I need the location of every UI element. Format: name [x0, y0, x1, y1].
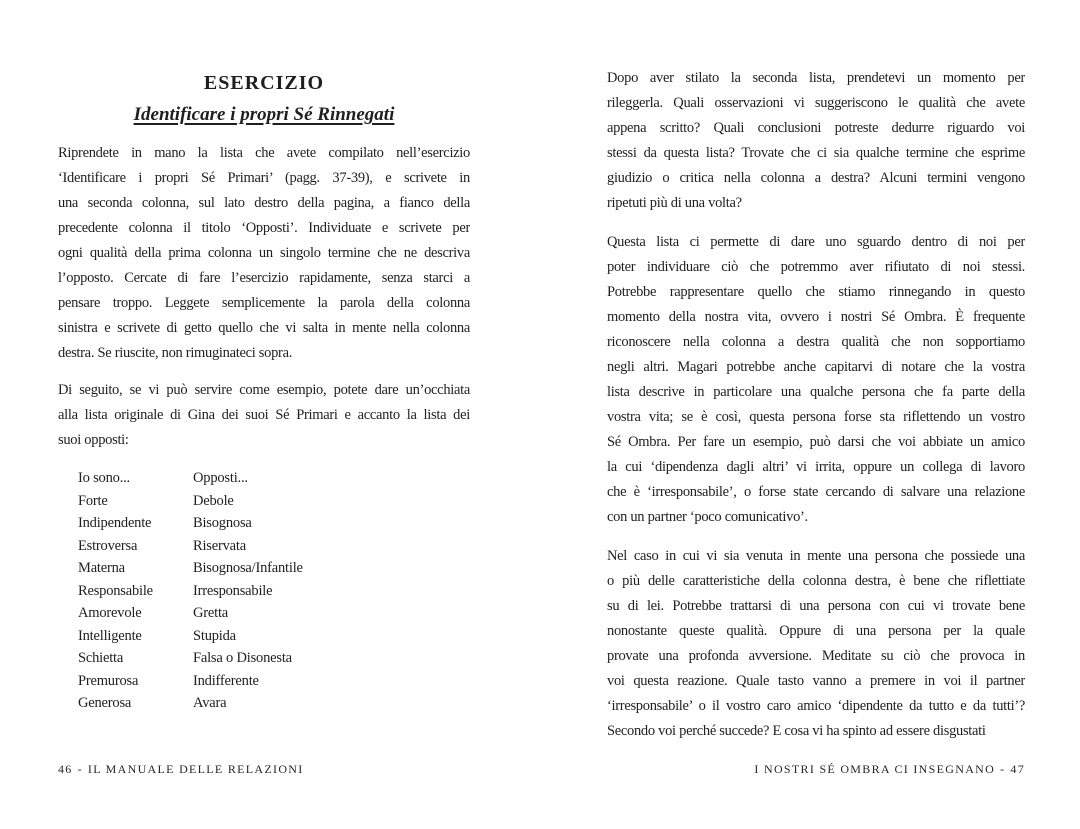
text-line: Dopo aver stilato la seconda lista, prendetevi un momento per	[607, 70, 1025, 86]
text-line: Sé Ombra. Per fare un esempio, può darsi che voi abbiate un amico	[607, 434, 1025, 450]
text-line: giudizio o critica nella colonna a destra? Alcuni termini vengono	[607, 170, 1025, 186]
list-row	[78, 580, 470, 603]
text-line: vostra vita; se è così, questa persona forse sta riflettendo un vostro	[607, 409, 1025, 425]
text-line: Nel caso in cui vi sia venuta in mente una persona che possiede una	[607, 548, 1025, 564]
text-line: lista descrive in particolare una qualche persona che fa parte della	[607, 384, 1025, 400]
list-cell: Riservata	[193, 537, 246, 554]
text-line: Di seguito, se vi può servire come esempio, potete dare un’occhiata	[58, 382, 470, 398]
text-line: la cui ‘dipendenza dagli altri’ vi irrita, oppure un collega di lavoro	[607, 459, 1025, 475]
list-cell: Debole	[193, 492, 234, 509]
text-line: ogni qualità della prima colonna un singolo termine che ne descriva	[58, 245, 470, 261]
list-cell: Irresponsabile	[193, 582, 273, 599]
list-cell: Io sono...	[78, 470, 130, 486]
text-line: Riprendete in mano la lista che avete compilato nell’esercizio	[58, 145, 470, 161]
text-line: l’opposto. Cercate di fare l’esercizio rapidamente, senza starci a	[58, 270, 470, 286]
right-paragraph-2	[607, 230, 1025, 530]
right-page	[607, 0, 1025, 744]
text-line: su di lei. Potrebbe trattarsi di una persona con cui vi trovate bene	[607, 598, 1025, 614]
right-page-footer	[754, 762, 1025, 777]
text-line: sinistra e scrivete di getto quello che vi salta in mente nella colonna	[58, 320, 470, 336]
text-line: o più delle caratteristiche della colonna destra, è bene che riflettiate	[607, 573, 1025, 589]
list-cell: Avara	[193, 695, 227, 711]
list-row	[78, 467, 470, 490]
list-row	[78, 625, 470, 648]
exercise-title: ESERCIZIO	[203, 72, 325, 94]
exercise-subtitle: Identificare i propri Sé Rinnegati	[133, 104, 395, 125]
text-line: provate una profonda avversione. Meditate su ciò che provoca in	[607, 648, 1025, 664]
list-cell: Forte	[78, 492, 108, 509]
list-row	[78, 602, 470, 625]
list-cell: Falsa o Disonesta	[193, 650, 292, 666]
text-line: Secondo voi perché succede? E cosa vi ha spinto ad essere disgustati	[607, 723, 986, 739]
text-line: rileggerla. Quali osservazioni vi suggeriscono le qualità che avete	[607, 95, 1025, 111]
list-row	[78, 512, 470, 535]
text-line: destra. Se riuscite, non rimuginateci sopra.	[58, 345, 293, 361]
list-cell: Premurosa	[78, 672, 139, 689]
text-line: una seconda colonna, sul lato destro della pagina, a fianco della	[58, 195, 470, 211]
left-paragraph-1	[58, 141, 470, 366]
right-paragraph-3	[607, 544, 1025, 744]
text-line: pensare troppo. Leggete semplicemente la parola della colonna	[58, 295, 470, 311]
footer-separator: -	[77, 762, 83, 776]
text-line: ‘Identificare i propri Sé Primari’ (pagg. 37-39), e scrivete in	[58, 170, 470, 186]
left-paragraph-2	[58, 378, 470, 453]
left-page	[58, 0, 470, 715]
list-cell: Intelligente	[78, 627, 142, 644]
book-running-title: IL MANUALE DELLE RELAZIONI	[87, 762, 304, 776]
primary-vs-opposite-list	[78, 467, 470, 715]
right-paragraph-1	[607, 66, 1025, 216]
list-cell: Estroversa	[78, 537, 138, 554]
text-line: momento della nostra vita, ovvero i nostri Sé Ombra. È frequente	[607, 309, 1025, 325]
list-row	[78, 535, 470, 558]
list-cell: Materna	[78, 560, 125, 576]
list-row	[78, 692, 470, 715]
text-line: poter individuare ciò che potremmo aver rifiutato di noi stessi.	[607, 259, 1025, 275]
right-page-number: 47	[1010, 762, 1025, 776]
text-line: alla lista originale di Gina dei suoi Sé Primari e accanto la lista dei	[58, 407, 470, 423]
list-cell: Generosa	[78, 695, 132, 711]
list-row	[78, 490, 470, 513]
text-line: con un partner ‘poco comunicativo’.	[607, 509, 808, 525]
list-cell: Gretta	[193, 605, 229, 621]
list-cell: Opposti...	[193, 470, 248, 486]
left-page-number: 46	[58, 762, 73, 776]
text-line: riconoscere nella colonna a destra qualità che non sopportiamo	[607, 334, 1025, 350]
text-line: ‘irresponsabile’ o il vostro caro amico ‘dipendente da tutto e da tutti’?	[607, 698, 1025, 714]
list-cell: Bisognosa	[193, 515, 252, 531]
text-line: che è ‘irresponsabile’, o forse state cercando di salvare una relazione	[607, 484, 1025, 500]
text-line: voi questa reazione. Quale tasto vanno a premere in voi il partner	[607, 673, 1025, 689]
left-page-footer	[58, 762, 304, 777]
list-cell: Stupida	[193, 627, 236, 644]
chapter-running-title: I NOSTRI SÉ OMBRA CI INSEGNANO	[754, 762, 996, 776]
list-cell: Responsabile	[78, 582, 153, 599]
list-row	[78, 557, 470, 580]
text-line: negli altri. Magari potrebbe anche capitarvi di notare che la vostra	[607, 359, 1025, 375]
list-row	[78, 647, 470, 670]
text-line: Potrebbe rappresentare quello che stiamo rinnegando in questo	[607, 284, 1025, 300]
text-line: ripetuti più di una volta?	[607, 195, 742, 211]
footer-separator: -	[1000, 762, 1006, 776]
text-line: stessi da questa lista? Trovate che ci sia qualche termine che esprime	[607, 145, 1025, 161]
text-line: appena scritto? Quali conclusioni potreste dedurre riguardo voi	[607, 120, 1025, 136]
text-line: Questa lista ci permette di dare uno sguardo dentro di noi per	[607, 234, 1025, 250]
exercise-heading	[58, 71, 470, 128]
list-cell: Schietta	[78, 650, 124, 666]
text-line: precedente colonna il titolo ‘Opposti’. Individuate e scrivete per	[58, 220, 470, 236]
text-line: suoi opposti:	[58, 432, 129, 448]
list-row	[78, 670, 470, 693]
text-line: nonostante queste qualità. Oppure di una persona per la quale	[607, 623, 1025, 639]
list-cell: Indifferente	[193, 672, 259, 689]
list-cell: Bisognosa/Infantile	[193, 560, 303, 576]
list-cell: Indipendente	[78, 515, 152, 531]
list-cell: Amorevole	[78, 605, 142, 621]
